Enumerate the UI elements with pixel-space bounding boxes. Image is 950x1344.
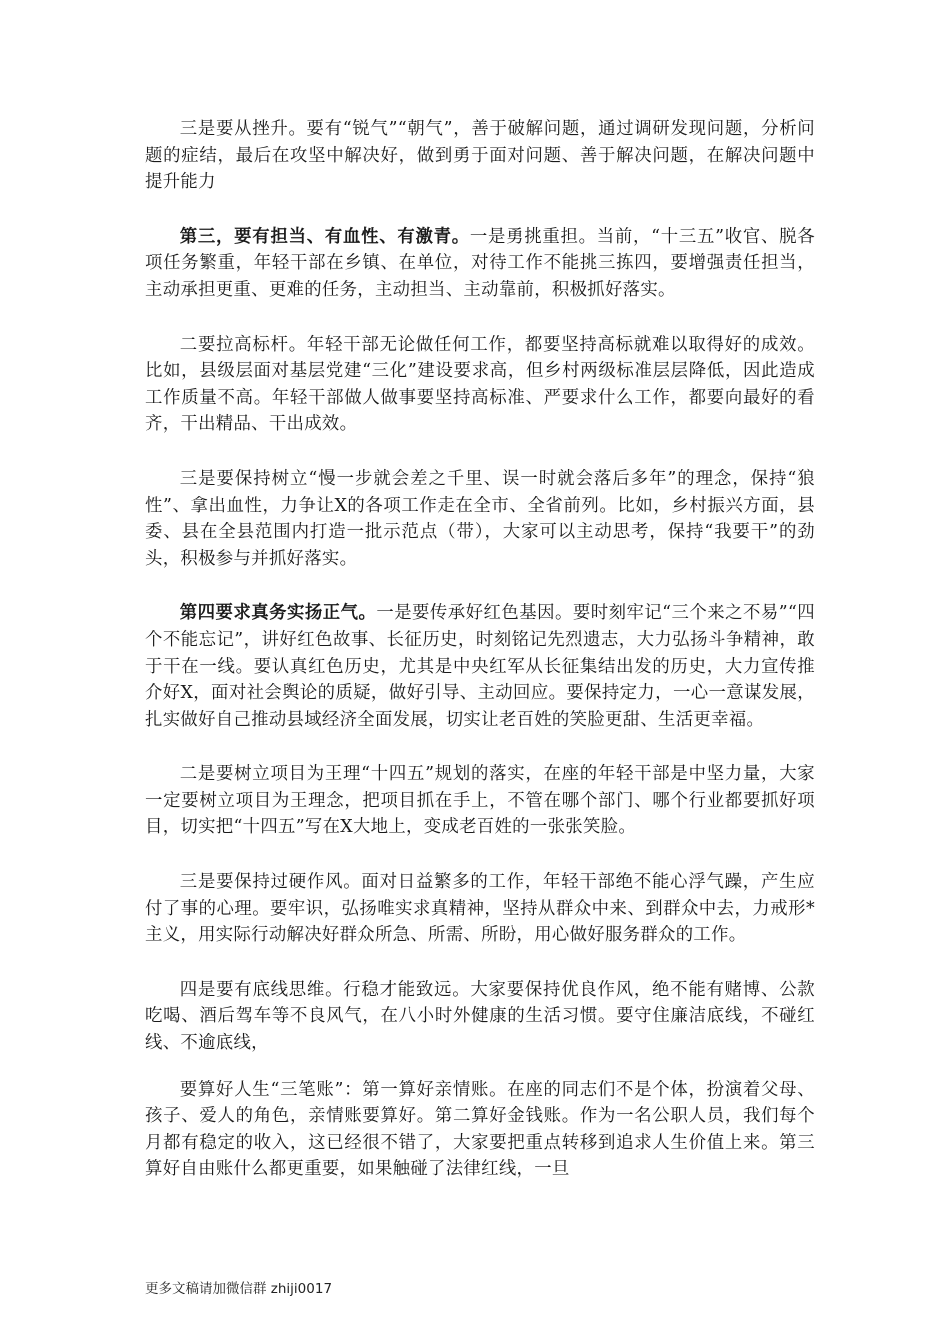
paragraph-text: 二是要树立项目为王理“十四五”规划的落实，在座的年轻干部是中坚力量，大家一定要树立项目为王理念，把项目抓在手上，不管在哪个部门、哪个行业都要抓好项目，切实把“十四五”写在X大地上，变成老百姓的一张张笑脸。 — [145, 764, 815, 838]
paragraph-5 — [145, 600, 815, 733]
paragraph-8 — [145, 977, 815, 1057]
paragraph-1 — [145, 116, 815, 196]
paragraph-7 — [145, 869, 815, 949]
paragraph-text: 二要拉高标杆。年轻干部无论做任何工作，都要坚持高标就难以取得好的成效。比如，县级层面对基层党建“三化”建设要求高，但乡村两级标准层层降低，因此造成工作质量不高。年轻干部做人做事要坚持高标准、严要求什么工作，都要向最好的看齐，干出精品、干出成效。 — [145, 334, 815, 435]
paragraph-text: 四是要有底线思维。行稳才能致远。大家要保持优良作风，绝不能有赌博、公款吃喝、酒后驾车等不良风气，在八小时外健康的生活习惯。要守住廉洁底线，不碰红线、不逾底线， — [145, 979, 815, 1054]
paragraph-2 — [145, 224, 815, 304]
paragraph-3 — [145, 332, 815, 438]
paragraph-text: 一是勇挑重担。当前，“十三五”收官、脱各项任务繁重，年轻干部在乡镇、在单位，对待工作不能挑三拣四，要增强责任担当，主动承担更重、更难的任务，主动担当、主动靠前，积极抓好落实。 — [145, 226, 815, 300]
paragraph-4 — [145, 466, 815, 572]
paragraph-lead: 第四要求真务实扬正气。 — [179, 603, 377, 624]
paragraph-text: 三是要保持树立“慢一步就会差之千里、误一时就会落后多年”的理念，保持“狼性”、拿出血性，力争让X的各项工作走在全市、全省前列。比如，乡村振兴方面，县委、县在全县范围内打造一批示范点（带），大家可以主动思考，保持“我要干”的劲头，积极参与并抓好落实。 — [145, 468, 815, 569]
paragraph-text: 三是要保持过硬作风。面对日益繁多的工作，年轻干部绝不能心浮气躁，产生应付了事的心理。要牢识，弘扬唯实求真精神，坚持从群众中来、到群众中去，力戒形*主义，用实际行动解决好群众所急、所需、所盼，用心做好服务群众的工作。 — [145, 872, 815, 946]
paragraph-6 — [145, 761, 815, 841]
paragraph-text: 要算好人生“三笔账”：第一算好亲情账。在座的同志们不是个体，扮演着父母、孩子、爱人的角色，亲情账要算好。第二算好金钱账。作为一名公职人员，我们每个月都有稳定的收入，这已经很不错了，大家要把重点转移到追求人生价值上来。第三算好自由账什么都更重要，如果触碰了法律红线，一旦 — [145, 1079, 815, 1180]
paragraph-lead: 第三，要有担当、有血性、有激青。 — [179, 226, 470, 247]
paragraph-text: 一是要传承好红色基因。要时刻牢记“三个来之不易”“四个不能忘记”，讲好红色故事、长征历史，时刻铭记先烈遗志，大力弘扬斗争精神，敢于干在一线。要认真红色历史，尤其是中央红军从长征集结出发的历史，大力宣传推介好X，面对社会舆论的质疑，做好引导、主动回应。要保持定力，一心一意谋发展，扎实做好自己推动县域经济全面发展，切实让老百姓的笑脸更甜、生活更幸福。 — [145, 603, 815, 730]
document-body — [145, 116, 815, 1211]
paragraph-9 — [145, 1077, 815, 1183]
paragraph-text: 三是要从挫升。要有“锐气”“朝气”，善于破解问题，通过调研发现问题，分析问题的症结，最后在攻坚中解决好，做到勇于面对问题、善于解决问题，在解决问题中提升能力 — [145, 119, 815, 193]
footer-note: 更多文稿请加微信群 zhiji0017 — [145, 1281, 333, 1297]
